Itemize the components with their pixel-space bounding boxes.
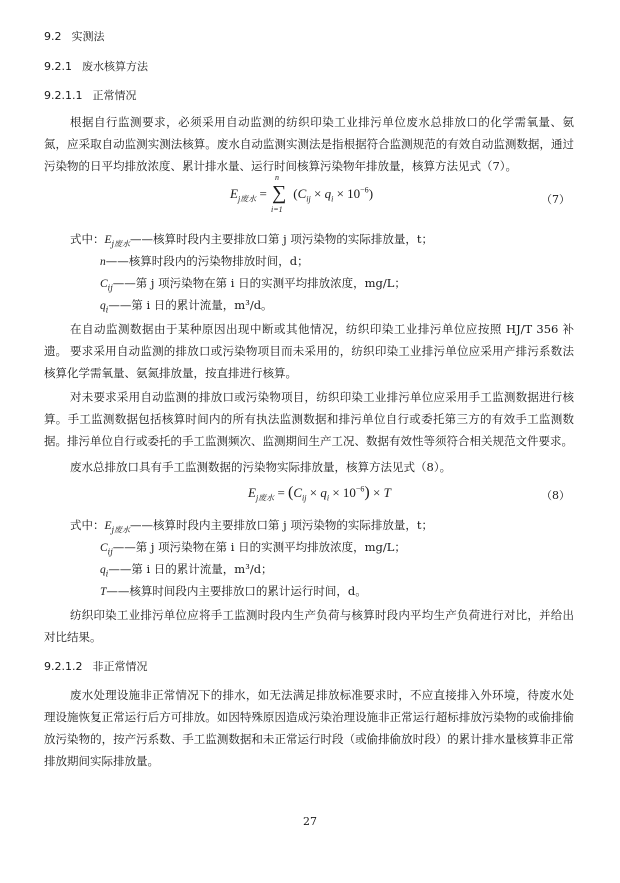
where-1-line-n: n——核算时段内的污染物排放时间，d； xyxy=(100,254,309,268)
where-2-line-c: $C_{ij}——$第 j 项污染物在第 i 日的实测平均排放浓度，mg/L； xyxy=(100,540,406,557)
page-number: 27 xyxy=(303,815,317,828)
where-block-1: 式中：$E_{j废水}——$核算时段内主要排放口第 j 项污染物的实际排放量，t； xyxy=(70,232,434,249)
where-1-line-q: $q_i——$第 i 日的累计流量，m³/d。 xyxy=(100,298,273,315)
where-1-line-c: $C_{ij}——$第 j 项污染物在第 i 日的实测平均排放浓度，mg/L； xyxy=(100,276,406,293)
where-2-line-q: $q_i——$第 i 日的累计流量，m³/d； xyxy=(100,562,273,579)
paragraph-3: 要求采用自动监测的排放口或污染物项目而未采用的，纺织印染工业排污单位应采用产排污系数法核算化学需氧量、氨氮排放量，按直排进行核算。 xyxy=(44,344,574,380)
formula-7: $E_{j废水}$ = n ∑ i=1 $(C_{ij} \times q_i \times 10^{-6})$ xyxy=(230,173,374,214)
where-2-line-t: T——核算时间段内主要排放口的累计运行时间，d。 xyxy=(100,584,367,598)
paragraph-5: 废水总排放口具有手工监测数据的污染物实际排放量，核算方法见式（8）。 xyxy=(70,460,452,474)
formula-8: $E_{j废水} = (C_{ij} \times q_i \times 10^{-6}) \times T$ xyxy=(248,484,391,503)
heading-9-2-1-2: 9.2.1.2 非正常情况 xyxy=(44,660,148,673)
heading-9-2-1-1: 9.2.1.1 正常情况 xyxy=(44,89,137,102)
where-block-2: 式中：$E_{j废水}——$核算时段内主要排放口第 j 项污染物的实际排放量，t； xyxy=(70,518,434,535)
heading-9-2-1: 9.2.1 废水核算方法 xyxy=(44,60,148,73)
heading-9-2: 9.2 实测法 xyxy=(44,30,105,43)
equation-number-8: （8） xyxy=(541,489,570,502)
paragraph-7: 废水处理设施非正常情况下的排水，如无法满足排放标准要求时，不应直接排入外环境，待废水处理设施恢复正常运行后方可排放。如因特殊原因造成污染治理设施非正常运行超标排放污染物的或偷排偷放污染物的，按产污系数、手工监测数据和未正常运行时段（或偷排偷放时段）的累计排水量核算非正常排放期间实际排放量。 xyxy=(44,688,574,768)
paragraph-2: 在自动监测数据由于某种原因出现中断或其他情况，纺织印染工业排污单位应按照 HJ/T 356 补遗。 xyxy=(44,322,574,358)
paragraph-4: 对未要求采用自动监测的排放口或污染物项目，纺织印染工业排污单位应采用手工监测数据进行核算。手工监测数据包括核算时间内的所有执法监测数据和排污单位自行或委托第三方的有效手工监测数据。排污单位自行或委托的手工监测频次、监测期间生产工况、数据有效性等须符合相关规范文件要求。 xyxy=(44,390,574,448)
equation-number-7: （7） xyxy=(541,193,570,206)
paragraph-1: 根据自行监测要求，必须采用自动监测的纺织印染工业排污单位废水总排放口的化学需氧量、氨氮，应采取自动监测实测法核算。废水自动监测实测法是指根据符合监测规范的有效自动监测数据，通过污染物的日平均排放浓度、累计排水量、运行时间核算污染物年排放量，核算方法见式（7）。 xyxy=(44,115,574,173)
paragraph-6: 纺织印染工业排污单位应将手工监测时段内生产负荷与核算时段内平均生产负荷进行对比，并给出对比结果。 xyxy=(44,608,574,644)
